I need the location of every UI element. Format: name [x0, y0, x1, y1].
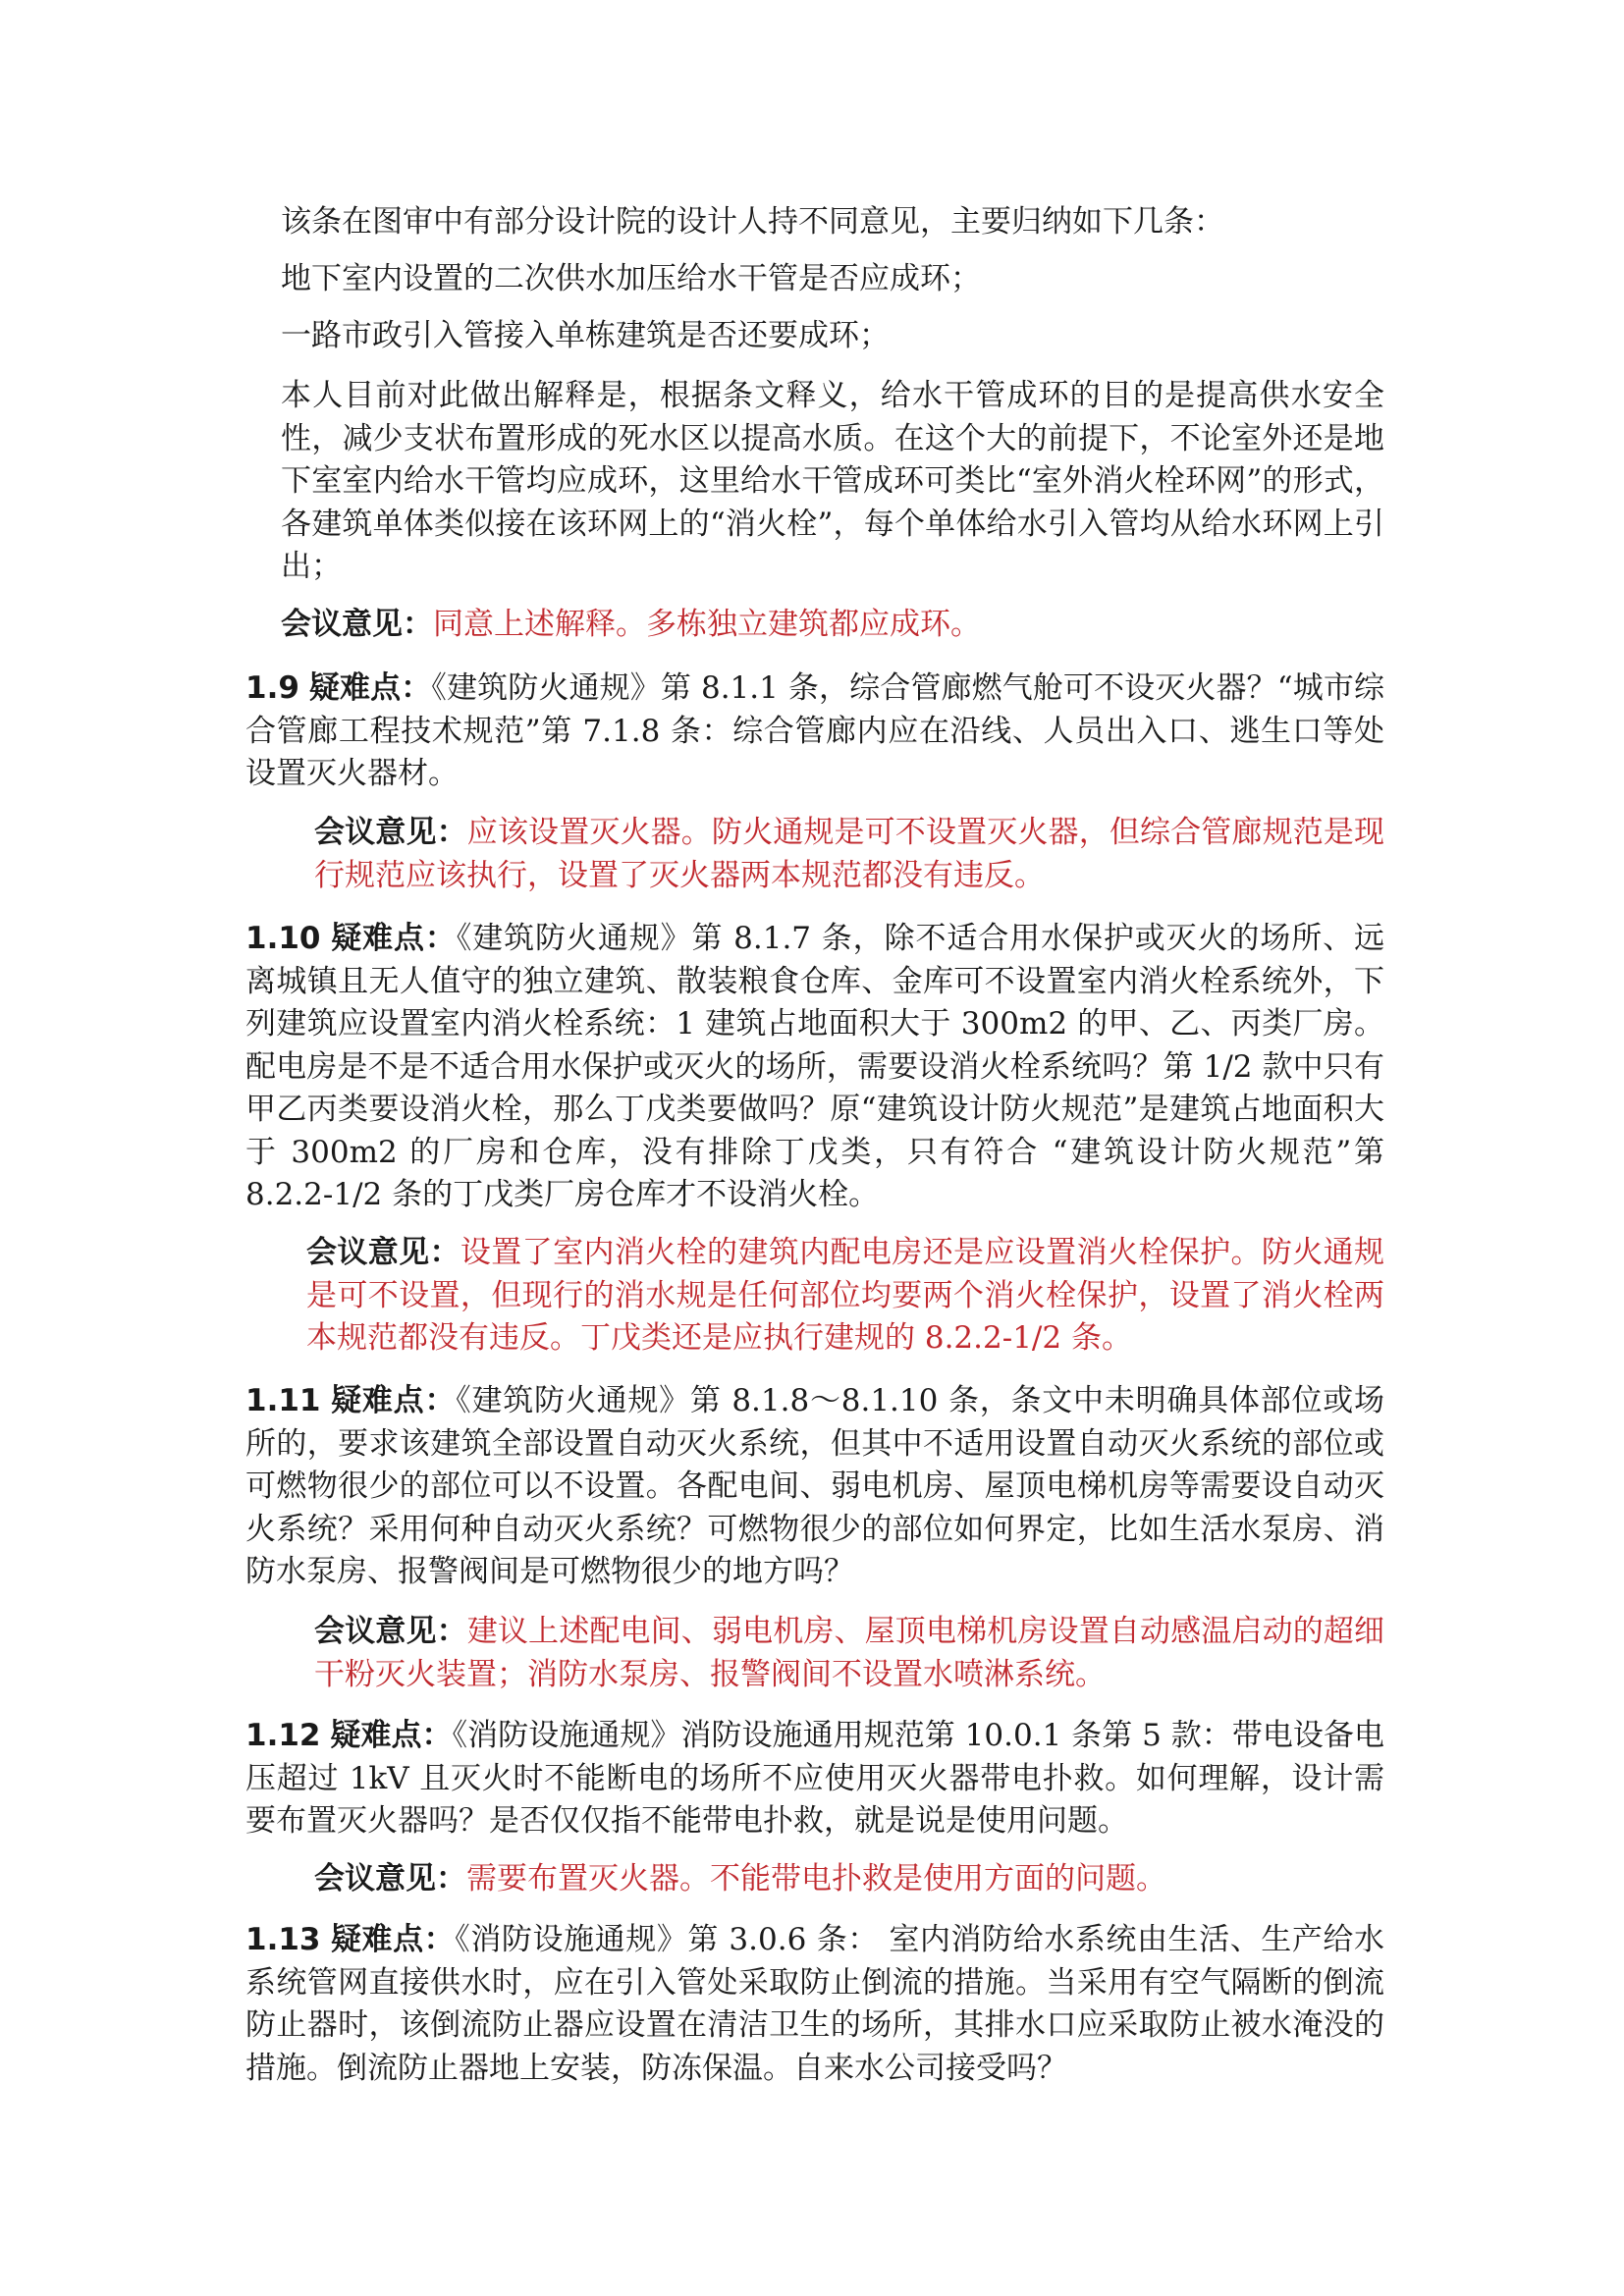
question-tag: 疑难点：: [330, 1922, 456, 1957]
question-text: 《建筑防火通规》第 8.1.7 条，除不适合用水保护或灭火的场所、远离城镇且无人值守的独立建筑、散装粮食仓库、金库可不设置室内消火栓系统外，下列建筑应设置室内消火栓系统：1 建筑占地面积大于 300m2 的甲、乙、丙类厂房。配电房是不是不适合用水保护或灭火的场所，需要设消火栓系统吗？第 1/2 款中只有甲乙丙类要设消火栓，那么丁戊类要做吗？原“建筑设计防火规范”是建筑占地面积大于 300m2 的厂房和仓库，没有排除丁戊类，只有符合 “建筑设计防火规范”第 8.2.2-1/2 条的丁戊类厂房仓库才不设消火栓。: [245, 921, 1384, 1212]
question-tag: 疑难点：: [308, 670, 432, 706]
opinion-label: 会议意见：: [314, 1861, 466, 1896]
opinion-1-12: [314, 1858, 1384, 1901]
question-1-10: [245, 918, 1384, 1217]
question-text: 《消防设施通规》第 3.0.6 条： 室内消防给水系统由生活、生产给水系统管网直接供水时，应在引入管处采取防止倒流的措施。当采用有空气隔断的倒流防止器时，该倒流防止器应设置在清洁卫生的场所，其排水口应采取防止被水淹没的措施。倒流防止器地上安装，防冻保温。自来水公司接受吗？: [245, 1922, 1385, 2086]
question-1-13: [245, 1919, 1384, 2090]
intro-paragraph-3: 一路市政引入管接入单栋建筑是否还要成环；: [281, 318, 890, 353]
opinion-label: 会议意见：: [314, 1614, 467, 1649]
question-1-9: [245, 667, 1384, 796]
intro-paragraph-4: 本人目前对此做出解释是，根据条文释义，给水干管成环的目的是提高供水安全性，减少支状布置形成的死水区以提高水质。在这个大的前提下，不论室外还是地下室室内给水干管均应成环，这里给水干管成环可类比“室外消火栓环网”的形式，各建筑单体类似接在该环网上的“消火栓”，每个单体给水引入管均从给水环网上引出；: [281, 378, 1384, 584]
question-1-11: [245, 1380, 1384, 1594]
opinion-text: 需要布置灭火器。不能带电扑救是使用方面的问题。: [466, 1861, 1166, 1896]
opinion-text: 建议上述配电间、弱电机房、屋顶电梯机房设置自动感温启动的超细干粉灭火装置；消防水泵房、报警阀间不设置水喷淋系统。: [314, 1614, 1385, 1692]
opinion-1-11: [314, 1611, 1384, 1696]
opinion-1-9: [314, 812, 1384, 897]
intro-paragraph-1: 该条在图审中有部分设计院的设计人持不同意见，主要归纳如下几条：: [281, 204, 1224, 240]
question-number: 1.9: [245, 670, 299, 706]
opinion-label: 会议意见：: [281, 607, 433, 642]
opinion-label: 会议意见：: [314, 815, 467, 850]
question-tag: 疑难点：: [331, 1383, 457, 1418]
opinion-text: 应该设置灭火器。防火通规是可不设置灭火器，但综合管廊规范是现行规范应该执行，设置了灭火器两本规范都没有违反。: [314, 815, 1385, 893]
question-text: 《建筑防火通规》第 8.1.8～8.1.10 条，条文中未明确具体部位或场所的，要求该建筑全部设置自动灭火系统，但其中不适用设置自动灭火系统的部位或可燃物很少的部位可以不设置。各配电间、弱电机房、屋顶电梯机房等需要设自动灭火系统？采用何种自动灭火系统？可燃物很少的部位如何界定，比如生活水泵房、消防水泵房、报警阀间是可燃物很少的地方吗？: [245, 1383, 1385, 1589]
opinion-1-10: [306, 1232, 1384, 1361]
question-number: 1.10: [245, 921, 321, 956]
opinion-text: 同意上述解释。多栋独立建筑都应成环。: [433, 607, 981, 642]
opinion-text: 设置了室内消火栓的建筑内配电房还是应设置消火栓保护。防火通规是可不设置，但现行的消水规是任何部位均要两个消火栓保护，设置了消火栓两本规范都没有违反。丁戊类还是应执行建规的 8.2.2-1/2 条。: [306, 1235, 1385, 1356]
question-number: 1.12: [245, 1718, 321, 1753]
intro-opinion: [281, 604, 1384, 647]
question-text: 《消防设施通规》消防设施通用规范第 10.0.1 条第 5 款：带电设备电压超过 1kV 且灭火时不能断电的场所不应使用灭火器带电扑救。如何理解，设计需要布置灭火器吗？是否仅仅指不能带电扑救，就是说是使用问题。: [245, 1718, 1385, 1839]
question-tag: 疑难点：: [331, 921, 457, 956]
question-tag: 疑难点：: [330, 1718, 453, 1753]
opinion-label: 会议意见：: [306, 1235, 460, 1270]
question-number: 1.11: [245, 1383, 321, 1418]
intro-paragraph-2: 地下室内设置的二次供水加压给水干管是否应成环；: [281, 261, 981, 296]
question-number: 1.13: [245, 1922, 321, 1957]
question-1-12: [245, 1715, 1384, 1843]
question-text: 《建筑防火通规》第 8.1.1 条，综合管廊燃气舱可不设灭火器？“城市综合管廊工程技术规范”第 7.1.8 条：综合管廊内应在沿线、人员出入口、逃生口等处设置灭火器材。: [245, 670, 1385, 791]
